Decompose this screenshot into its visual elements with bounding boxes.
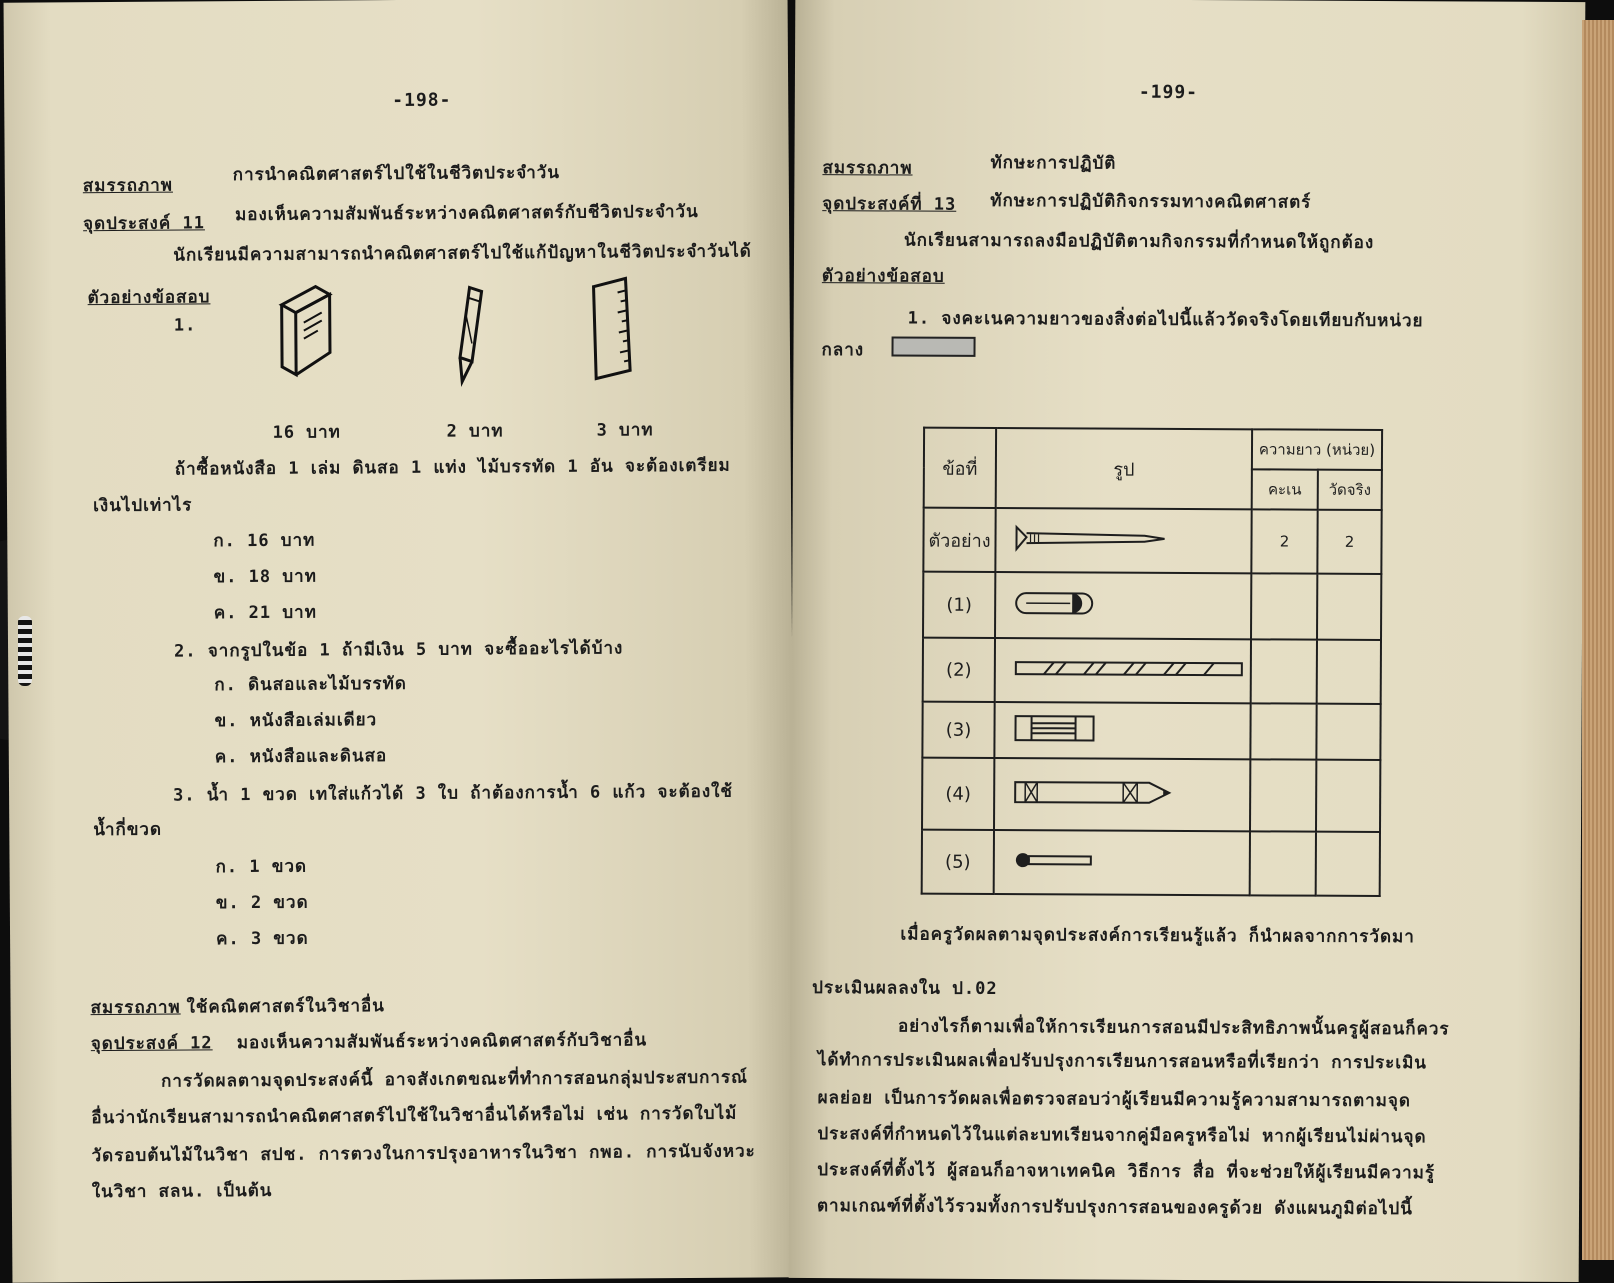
competency-text: ทักษะการปฏิบัติ [990, 152, 1117, 174]
paragraph-line-4: ได้ทำการประเมินผลเพื่อปรับปรุงการเรียนการสอนหรือที่เรียกว่า การประเมิน [817, 1050, 1427, 1074]
question-3-line-2: น้ำกี่ขวด [93, 819, 163, 841]
paragraph-line-8: ตามเกณฑ์ที่ตั้งไว้รวมทั้งการปรับปรุงการสอนของครูด้วย ดังแผนภูมิต่อไปนี้ [816, 1196, 1413, 1220]
paragraph-line-3: อย่างไรก็ตามเพื่อให้การเรียนการสอนมีประสิทธิภาพนั้นครูผู้สอนก็ควร [897, 1016, 1450, 1040]
example-label: ตัวอย่างข้อสอบ [821, 266, 945, 287]
header-estimate: คะเน [1252, 469, 1318, 509]
competency-label: สมรรถภาพ [82, 175, 174, 197]
row-picture [994, 758, 1250, 831]
safety-pin-icon [1014, 590, 1098, 616]
row-measured [1316, 704, 1380, 760]
objective-11-text: มองเห็นความสัมพันธ์ระหว่างคณิตศาสตร์กับชีวิตประจำวัน [234, 201, 699, 226]
table-row [922, 830, 1380, 896]
page-number-left: -198- [392, 89, 452, 112]
row-estimate: 2 [1251, 509, 1317, 573]
row-measured [1317, 574, 1381, 640]
q3-choice-a: ก. 1 ขวด [215, 856, 308, 878]
unit-bar [891, 336, 975, 356]
example-label: ตัวอย่างข้อสอบ [87, 287, 211, 309]
row-estimate [1251, 573, 1317, 639]
price-book: 16 บาท [272, 422, 341, 443]
row-estimate [1250, 831, 1316, 895]
competency-label: สมรรถภาพ [822, 158, 913, 179]
question-1: 1. จงคะเนความยาวของสิ่งต่อไปนี้แล้ววัดจริงโดยเทียบกับหน่วย [907, 308, 1424, 332]
row-measured [1317, 640, 1381, 704]
objective-11-label: จุดประสงค์ 11 [83, 213, 205, 235]
q2-choice-b: ข. หนังสือเล่มเดียว [214, 710, 378, 732]
competency-text: การนำคณิตศาสตร์ไปใช้ในชีวิตประจำวัน [232, 162, 560, 186]
row-measured: 2 [1317, 510, 1381, 574]
nail-icon [1014, 523, 1170, 554]
row-no: (1) [923, 572, 995, 638]
matchstick-icon [1013, 850, 1097, 870]
table-row [923, 572, 1381, 640]
question-1-line-2: เงินไปเท่าไร [92, 495, 193, 517]
striped-stick-icon [1014, 659, 1246, 678]
price-ruler: 3 บาท [596, 420, 654, 441]
pencil-icon [1013, 778, 1173, 807]
table-row [922, 758, 1380, 832]
paragraph-line-2: ประเมินผลลงใน ป.02 [812, 978, 998, 1000]
row-picture [995, 638, 1251, 703]
header-length: ความยาว (หน่วย) [1252, 429, 1382, 470]
price-pencil: 2 บาท [446, 421, 504, 442]
q1-choice-b: ข. 18 บาท [213, 566, 317, 588]
page-number-right: -199- [1138, 81, 1199, 104]
question-2: 2. จากรูปในข้อ 1 ถ้ามีเงิน 5 บาท จะซื้ออะไรได้บ้าง [174, 638, 624, 662]
question-1-line-1: ถ้าซื้อหนังสือ 1 เล่ม ดินสอ 1 แท่ง ไม้บรรทัด 1 อัน จะต้องเตรียม [174, 455, 731, 480]
row-measured [1316, 760, 1380, 832]
question-3-line-1: 3. น้ำ 1 ขวด เทใส่แก้วได้ 3 ใบ ถ้าต้องการน้ำ 6 แก้ว จะต้องใช้ [173, 781, 734, 806]
row-picture [995, 572, 1251, 639]
objective-11-desc: นักเรียนมีความสามารถนำคณิตศาสตร์ไปใช้แก้ปัญหาในชีวิตประจำวันได้ [173, 241, 752, 266]
q1-choice-c: ค. 21 บาท [213, 602, 317, 624]
left-page [4, 0, 797, 1283]
question-1-number: 1. [173, 315, 197, 336]
competency-2-text: ใช้คณิตศาสตร์ในวิชาอื่น [186, 996, 385, 1018]
paragraph-line-1: เมื่อครูวัดผลตามจุดประสงค์การเรียนรู้แล้ว ก็นำผลจากการวัดมา [900, 924, 1415, 948]
objective-12-label: จุดประสงค์ 12 [90, 1033, 213, 1055]
row-measured [1316, 832, 1380, 896]
row-picture [995, 508, 1251, 573]
objective-13-text: ทักษะการปฏิบัติกิจกรรมทางคณิตศาสตร์ [990, 190, 1312, 213]
paragraph-line-1: การวัดผลตามจุดประสงค์นี้ อาจสังเกตขณะที่ทำการสอนกลุ่มประสบการณ์ [161, 1067, 748, 1092]
row-picture [994, 702, 1250, 759]
row-picture [994, 830, 1250, 895]
page-edges [1582, 20, 1614, 1260]
length-table [921, 427, 1383, 897]
q1-choice-a: ก. 16 บาท [213, 530, 316, 552]
paragraph-line-2: อื่นว่านักเรียนสามารถนำคณิตศาสตร์ไปใช้ในวิชาอื่นได้หรือไม่ เช่น การวัดใบไม้ [91, 1103, 738, 1129]
paragraph-line-7: ประสงค์ที่ตั้งไว้ ผู้สอนก็อาจหาเทคนิค วิธีการ สื่อ ที่จะช่วยให้ผู้เรียนมีความรู้ [817, 1160, 1436, 1184]
table-row [922, 702, 1380, 760]
q2-choice-a: ก. ดินสอและไม้บรรทัด [214, 673, 407, 696]
unit-label: กลาง [821, 340, 865, 361]
header-measured: วัดจริง [1318, 470, 1382, 510]
q3-choice-c: ค. 3 ขวด [216, 928, 309, 950]
row-no: (2) [923, 638, 995, 702]
competency-2-label: สมรรถภาพ [90, 997, 181, 1019]
paragraph-line-6: ประสงค์ที่กำหนดไว้ในแต่ละบทเรียนจากคู่มือครูหรือไม่ หากผู้เรียนไม่ผ่านจุด [817, 1124, 1427, 1148]
row-no: (4) [922, 758, 994, 830]
row-estimate [1250, 759, 1316, 831]
table-row [923, 638, 1381, 704]
objective-12-text: มองเห็นความสัมพันธ์ระหว่างคณิตศาสตร์กับวิชาอื่น [236, 1030, 648, 1054]
table-row [923, 508, 1381, 574]
row-estimate [1250, 703, 1316, 759]
objective-13-label: จุดประสงค์ที่ 13 [822, 194, 957, 215]
row-no: (5) [922, 830, 994, 894]
paragraph-line-4: ในวิชา สลน. เป็นต้น [91, 1180, 273, 1203]
paragraph-line-5: ผลย่อย เป็นการวัดผลเพื่อตรวจสอบว่าผู้เรียนมีความรู้ความสามารถตามจุด [817, 1088, 1411, 1112]
row-estimate [1251, 639, 1317, 703]
paragraph-line-3: วัดรอบต้นไม้ในวิชา สปช. การตวงในการปรุงอาหารในวิชา กพอ. การนับจังหวะ [91, 1141, 756, 1167]
binder-clip-stitches [18, 616, 32, 686]
ruler-icon [587, 274, 636, 384]
pencil-icon [452, 283, 493, 387]
header-no: ข้อที่ [924, 428, 996, 508]
row-no: ตัวอย่าง [923, 508, 995, 572]
row-no: (3) [922, 702, 994, 758]
q2-choice-c: ค. หนังสือและดินสอ [214, 746, 388, 768]
q3-choice-b: ข. 2 ขวด [215, 892, 309, 914]
objective-13-desc: นักเรียนสามารถลงมือปฏิบัติตามกิจกรรมที่กำหนดให้ถูกต้อง [904, 230, 1375, 253]
fuse-icon [1013, 713, 1097, 743]
right-page [789, 0, 1586, 1282]
header-picture: รูป [996, 428, 1252, 509]
book-icon [276, 282, 339, 378]
